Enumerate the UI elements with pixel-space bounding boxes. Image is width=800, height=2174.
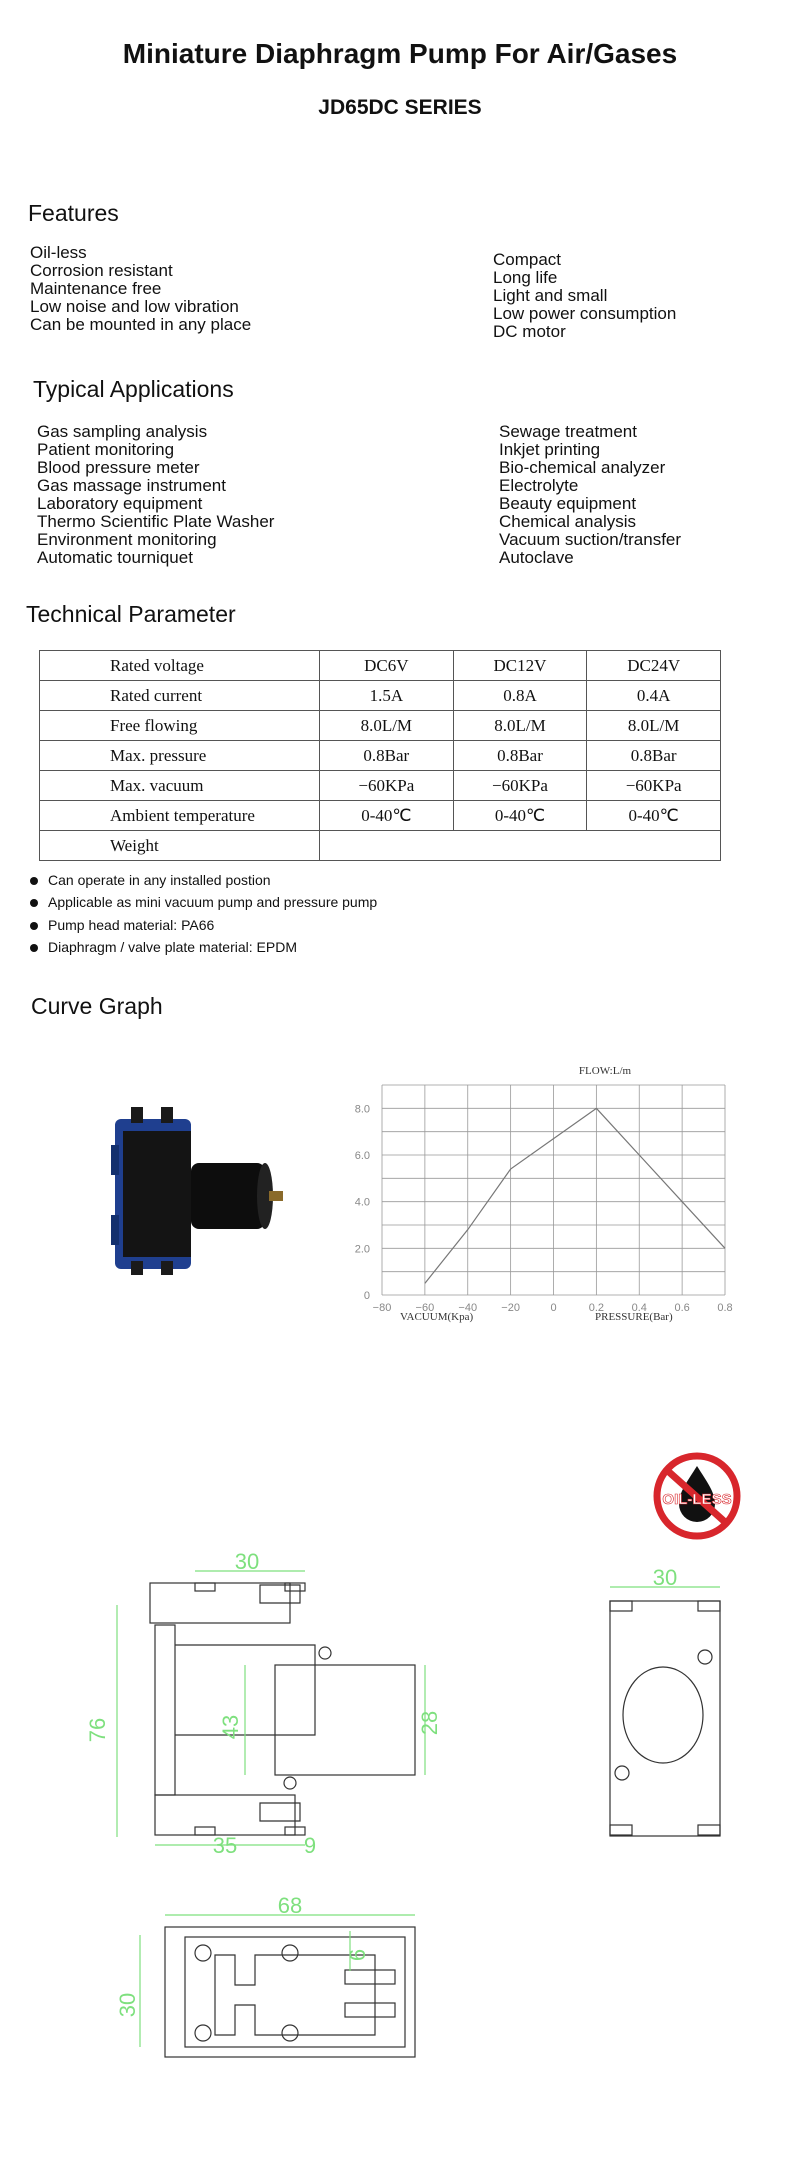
cell-value: 0-40℃ — [453, 801, 587, 831]
list-item: Environment monitoring — [37, 530, 217, 549]
applications-heading: Typical Applications — [33, 376, 234, 402]
list-item: Autoclave — [499, 548, 574, 567]
curve-heading: Curve Graph — [31, 993, 163, 1019]
table-row — [40, 681, 721, 711]
cell-value: DC24V — [587, 651, 721, 681]
notes-list — [30, 872, 530, 962]
cell-value: 0.8Bar — [453, 741, 587, 771]
list-item: Oil-less — [30, 243, 87, 262]
x-tick-label: 0.6 — [674, 1302, 690, 1314]
flow-chart — [330, 1050, 750, 1330]
y-tick-label: 4.0 — [354, 1196, 370, 1209]
cell-value: 8.0L/M — [587, 711, 721, 741]
list-item: Inkjet printing — [499, 440, 601, 459]
bullet-icon — [30, 877, 38, 885]
list-item: Light and small — [493, 286, 608, 305]
list-item: Chemical analysis — [499, 512, 636, 531]
cell-value — [320, 831, 721, 861]
row-label: Rated current — [40, 681, 320, 711]
cell-value: 8.0L/M — [320, 711, 454, 741]
list-item: DC motor — [493, 322, 566, 341]
list-item: Automatic tourniquet — [37, 548, 193, 567]
table-row — [40, 801, 721, 831]
x-tick-label: −20 — [501, 1302, 520, 1314]
list-item: Pump head material: PA66 — [30, 917, 214, 933]
cell-value: 0.4A — [587, 681, 721, 711]
list-item: Can be mounted in any place — [30, 315, 252, 334]
dim-side-top: 30 — [234, 1549, 260, 1574]
dim-top-length: 68 — [277, 1893, 303, 1918]
chart-title: FLOW:L/m — [578, 1065, 632, 1077]
pump-icon — [111, 1107, 283, 1275]
page-title: Miniature Diaphragm Pump For Air/Gases — [122, 38, 678, 69]
bullet-icon — [30, 899, 38, 907]
list-item: Beauty equipment — [499, 494, 637, 513]
x-tick-label: −60 — [415, 1302, 435, 1314]
list-item: Gas sampling analysis — [37, 422, 208, 441]
cell-value: 0-40℃ — [587, 801, 721, 831]
dim-top-width: 30 — [115, 1992, 140, 2018]
chart-grid — [382, 1085, 725, 1295]
features-right-list — [493, 251, 676, 341]
x-tick-label: −40 — [458, 1302, 478, 1314]
list-item: Low power consumption — [493, 304, 677, 323]
oil-less-badge — [653, 1452, 741, 1540]
pump-photo — [105, 1105, 295, 1275]
cell-value: 1.5A — [320, 681, 454, 711]
x-axis-label-pressure: PRESSURE(Bar) — [595, 1311, 673, 1323]
badge-text: OIL-LESS — [662, 1491, 732, 1508]
dim-side-inner: 43 — [218, 1714, 243, 1740]
list-item: Bio-chemical analyzer — [499, 458, 666, 477]
row-label: Max. vacuum — [40, 771, 320, 801]
list-item: Long life — [493, 268, 558, 287]
row-label: Ambient temperature — [40, 801, 320, 831]
row-label: Free flowing — [40, 711, 320, 741]
list-item: Laboratory equipment — [37, 494, 203, 513]
list-item: Applicable as mini vacuum pump and pressure pump — [30, 894, 377, 910]
cell-value: −60KPa — [587, 771, 721, 801]
x-tick-label: −80 — [372, 1302, 392, 1314]
table-row — [40, 771, 721, 801]
bullet-icon — [30, 922, 38, 930]
list-item: Electrolyte — [499, 476, 579, 495]
y-tick-label: 6.0 — [354, 1150, 370, 1162]
row-label: Max. pressure — [40, 741, 320, 771]
y-tick-label: 0 — [363, 1290, 370, 1302]
side-view-drawing — [85, 1549, 475, 1858]
technical-heading: Technical Parameter — [26, 601, 236, 627]
dim-side-motor: 28 — [417, 1710, 442, 1736]
bullet-icon — [30, 944, 38, 952]
cell-value: 0-40℃ — [320, 801, 454, 831]
page-subtitle: JD65DC SERIES — [318, 96, 482, 119]
row-label: Weight — [40, 831, 320, 861]
list-item: Vacuum suction/transfer — [499, 530, 682, 549]
dim-top-port: 6 — [345, 1948, 370, 1962]
cell-value: 8.0L/M — [453, 711, 587, 741]
cell-value: DC12V — [453, 651, 587, 681]
x-tick-label: 0.8 — [717, 1302, 733, 1314]
table-row — [40, 651, 721, 681]
list-item: Blood pressure meter — [37, 458, 200, 477]
dim-side-bottom-left: 35 — [212, 1833, 238, 1858]
list-item: Diaphragm / valve plate material: EPDM — [30, 939, 297, 955]
dim-front-width: 30 — [652, 1565, 678, 1590]
x-tick-label: 0 — [550, 1302, 557, 1314]
cell-value: 0.8A — [453, 681, 587, 711]
row-label: Rated voltage — [40, 651, 320, 681]
list-item: Patient monitoring — [37, 440, 175, 459]
table-row — [40, 741, 721, 771]
y-axis-ticks — [355, 1103, 370, 1302]
applications-left-list — [37, 423, 274, 567]
list-item: Gas massage instrument — [37, 476, 226, 495]
cell-value: −60KPa — [320, 771, 454, 801]
cell-value: 0.8Bar — [587, 741, 721, 771]
y-tick-label: 8.0 — [354, 1103, 370, 1116]
x-tick-label: 0.4 — [631, 1302, 647, 1314]
features-left-list — [30, 244, 251, 334]
y-tick-label: 2.0 — [354, 1243, 370, 1256]
list-item: Low noise and low vibration — [30, 297, 239, 316]
list-item: Thermo Scientific Plate Washer — [37, 512, 275, 531]
features-heading: Features — [28, 200, 119, 226]
cell-value: DC6V — [320, 651, 454, 681]
top-view-drawing — [115, 1893, 425, 2070]
list-item: Sewage treatment — [499, 422, 637, 441]
dim-side-height: 76 — [85, 1717, 110, 1743]
x-tick-label: 0.2 — [588, 1302, 605, 1314]
list-item: Compact — [493, 250, 562, 269]
cell-value: 0.8Bar — [320, 741, 454, 771]
list-item: Corrosion resistant — [30, 261, 173, 280]
table-row — [40, 831, 721, 861]
chart-series — [425, 1108, 725, 1283]
dim-side-bottom-right: 9 — [303, 1833, 317, 1858]
oil-less-icon — [657, 1456, 737, 1536]
x-axis-label-vacuum: VACUUM(Kpa) — [400, 1311, 474, 1323]
applications-right-list — [499, 423, 681, 567]
list-item: Can operate in any installed postion — [30, 872, 271, 888]
parameter-table — [39, 650, 721, 861]
cell-value: −60KPa — [453, 771, 587, 801]
table-row — [40, 711, 721, 741]
list-item: Maintenance free — [30, 279, 162, 298]
front-view-drawing — [600, 1565, 730, 1855]
